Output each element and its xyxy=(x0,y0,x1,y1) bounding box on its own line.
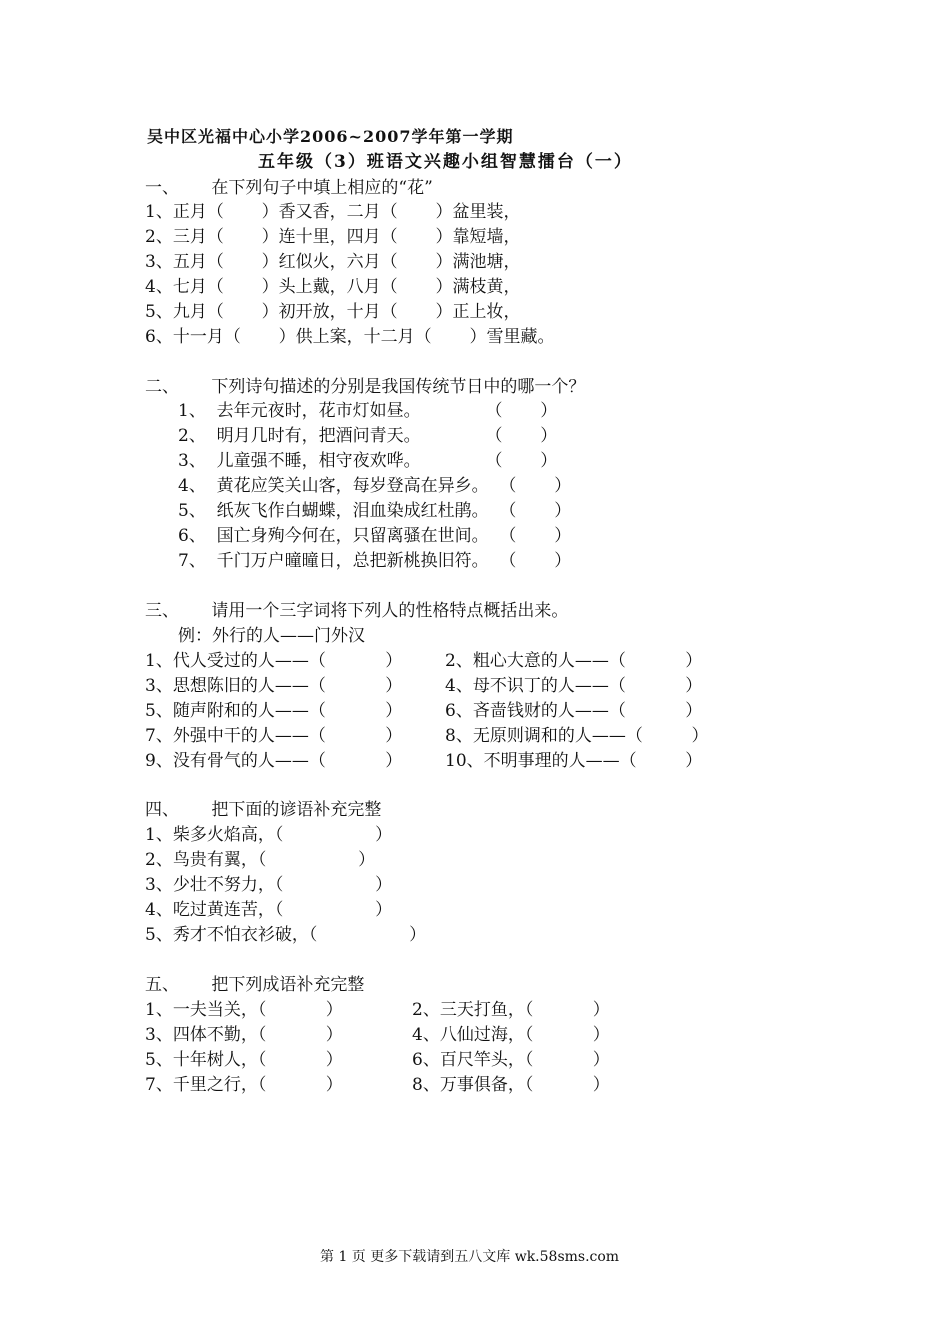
page-footer: 第 1 页 更多下载请到五八文库 wk.58sms.com xyxy=(320,1249,620,1265)
section4-item: 5、秀才不怕衣衫破，（ ） xyxy=(145,925,427,945)
section2-item: 2、 明月几时有，把酒问青天。 （ ） xyxy=(178,426,558,446)
section2-item: 3、 儿童强不睡，相守夜欢哗。 （ ） xyxy=(178,451,558,471)
section1-item: 5、九月（ ）初开放，十月（ ）正上妆， xyxy=(145,302,521,322)
section2-item: 5、 纸灰飞作白蝴蝶，泪血染成红杜鹃。 （ ） xyxy=(178,501,572,521)
section5-item: 8、万事俱备，（ ） xyxy=(412,1075,610,1095)
section5-item: 1、一夫当关，（ ） xyxy=(145,1000,343,1020)
section4-heading: 四、 把下面的谚语补充完整 xyxy=(145,800,382,820)
section2-heading: 二、 下列诗句描述的分别是我国传统节日中的哪一个？ xyxy=(145,377,586,397)
section4-item: 4、吃过黄连苦，（ ） xyxy=(145,900,393,920)
section3-item: 2、粗心大意的人——（ ） xyxy=(445,651,703,671)
section1-item: 1、正月（ ）香又香，二月（ ）盆里装， xyxy=(145,202,521,222)
section3-item: 5、随声附和的人——（ ） xyxy=(145,701,403,721)
section3-item: 10、不明事理的人——（ ） xyxy=(445,751,703,771)
section1-item: 2、三月（ ）连十里，四月（ ）靠短墙， xyxy=(145,227,521,247)
section3-item: 4、母不识丁的人——（ ） xyxy=(445,676,703,696)
section5-heading: 五、 把下列成语补充完整 xyxy=(145,975,365,995)
section5-item: 6、百尺竿头，（ ） xyxy=(412,1050,610,1070)
section4-item: 3、少壮不努力，（ ） xyxy=(145,875,393,895)
section3-item: 8、无原则调和的人——（ ） xyxy=(445,726,709,746)
section3-item: 9、没有骨气的人——（ ） xyxy=(145,751,403,771)
section5-item: 5、十年树人，（ ） xyxy=(145,1050,343,1070)
section5-item: 2、三天打鱼，（ ） xyxy=(412,1000,610,1020)
section2-item: 6、 国亡身殉今何在，只留离骚在世间。 （ ） xyxy=(178,526,572,546)
section1-item: 4、七月（ ）头上戴，八月（ ）满枝黄， xyxy=(145,277,521,297)
section4-item: 1、柴多火焰高，（ ） xyxy=(145,825,393,845)
school-line: 吴中区光福中心小学2006~2007学年第一学期 xyxy=(147,127,514,146)
section5-item: 4、八仙过海，（ ） xyxy=(412,1025,610,1045)
section2-item: 4、 黄花应笑关山客，每岁登高在异乡。 （ ） xyxy=(178,476,572,496)
section2-item: 7、 千门万户曈曈日，总把新桃换旧符。 （ ） xyxy=(178,551,572,571)
section5-item: 3、四体不勤，（ ） xyxy=(145,1025,343,1045)
section1-heading: 一、 在下列句子中填上相应的“花” xyxy=(145,178,433,198)
section1-item: 6、十一月（ ）供上案，十二月（ ）雪里藏。 xyxy=(145,327,555,347)
section4-item: 2、鸟贵有翼，（ ） xyxy=(145,850,376,870)
section2-item: 1、 去年元夜时，花市灯如昼。 （ ） xyxy=(178,401,558,421)
section3-item: 1、代人受过的人——（ ） xyxy=(145,651,403,671)
section3-item: 7、外强中干的人——（ ） xyxy=(145,726,403,746)
section3-heading: 三、 请用一个三字词将下列人的性格特点概括出来。 xyxy=(145,601,569,621)
section3-item: 3、思想陈旧的人——（ ） xyxy=(145,676,403,696)
page-title: 五年级（3）班语文兴趣小组智慧擂台（一） xyxy=(258,152,633,172)
section1-item: 3、五月（ ）红似火，六月（ ）满池塘， xyxy=(145,252,521,272)
section5-item: 7、千里之行，（ ） xyxy=(145,1075,343,1095)
section3-item: 6、吝啬钱财的人——（ ） xyxy=(445,701,703,721)
section3-example: 例：外行的人——门外汉 xyxy=(178,626,365,646)
